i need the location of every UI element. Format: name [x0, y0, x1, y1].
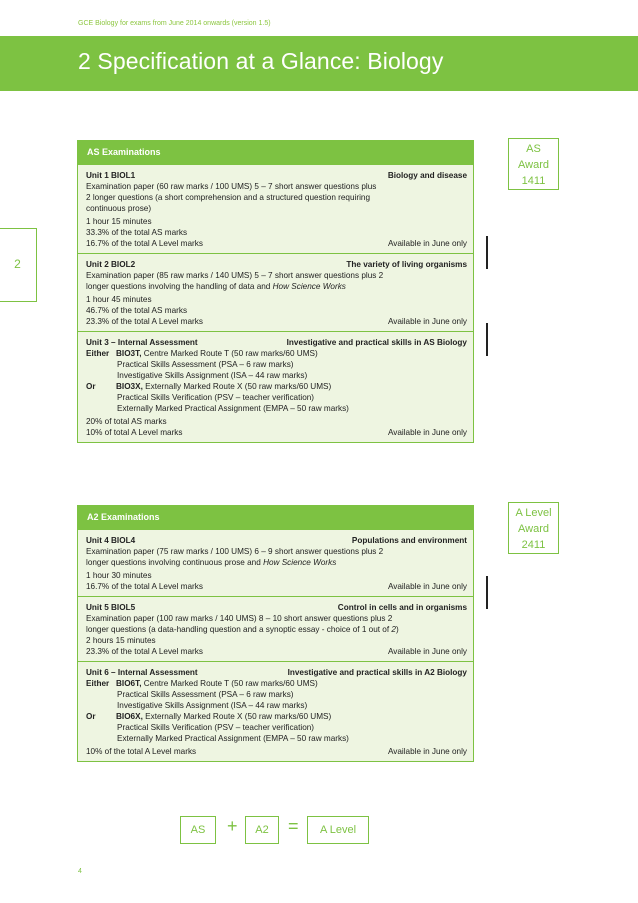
as-percentage: 33.3% of the total AS marks [86, 228, 188, 237]
route-either [86, 348, 467, 359]
unit-description [86, 624, 467, 635]
award-line: AS [526, 143, 541, 155]
section-heading: A2 Examinations [78, 506, 473, 529]
unit-duration: 1 hour 45 minutes [86, 295, 152, 304]
route-either [86, 678, 467, 689]
unit-code: Unit 6 – Internal Assessment [86, 668, 198, 677]
unit-description [86, 557, 467, 568]
award-line: A Level [515, 507, 552, 519]
either-label: Either [86, 349, 110, 358]
equals-sign: = [288, 816, 299, 836]
unit-header [86, 170, 467, 181]
description-text: longer questions involving the handling of data and [86, 282, 273, 291]
title-banner [0, 36, 638, 91]
alevel-percentage: 23.3% of the total A Level marks [86, 647, 203, 656]
as-box: AS [180, 816, 216, 844]
description-text: ) [395, 625, 399, 634]
alevel-box: A Level [307, 816, 369, 844]
unit-duration: 1 hour 15 minutes [86, 217, 152, 226]
unit-footer [86, 238, 467, 249]
unit-footer [86, 427, 467, 438]
unit-code: Unit 2 BIOL2 [86, 260, 136, 269]
description-emphasis: How Science Works [272, 282, 346, 291]
unit-code: Unit 4 BIOL4 [86, 536, 136, 545]
page-title: 2 Specification at a Glance: Biology [78, 48, 444, 74]
availability: Available in June only [387, 647, 467, 656]
route-detail: Externally Marked Practical Assignment (EMPA – 50 raw marks) [117, 404, 349, 413]
unit-description: Examination paper (75 raw marks / 100 UMS) 6 – 9 short answer questions plus 2 [86, 547, 384, 556]
unit-2-block [78, 253, 473, 331]
as-percentage: 46.7% of the total AS marks [86, 306, 188, 315]
unit-footer [86, 316, 467, 327]
unit-title: Biology and disease [387, 171, 467, 180]
route-detail: Practical Skills Assessment (PSA – 6 raw marks) [117, 690, 294, 699]
bracket-bar [486, 236, 488, 269]
as-award-box [508, 138, 559, 190]
chapter-number: 2 [14, 257, 21, 271]
chapter-side-tab [0, 228, 37, 302]
unit-description: Examination paper (85 raw marks / 140 UMS) 5 – 7 short answer questions plus 2 [86, 271, 384, 280]
unit-title: Control in cells and in organisms [337, 603, 467, 612]
unit-header [86, 259, 467, 270]
bracket-bar [486, 576, 488, 609]
route-code: BIO6T, [116, 679, 142, 688]
alevel-percentage: 10% of total A Level marks [86, 428, 183, 437]
running-title: GCE Biology for exams from June 2014 onwards (version 1.5) [78, 20, 271, 27]
as-examinations-panel [77, 140, 474, 443]
unit-code: Unit 1 BIOL1 [86, 171, 136, 180]
route-text: Centre Marked Route T (50 raw marks/60 UMS) [141, 349, 318, 358]
unit-description: continuous prose) [86, 204, 152, 213]
route-or [86, 381, 467, 392]
award-line: Award [518, 159, 549, 171]
page-number: 4 [78, 868, 82, 875]
unit-4-block [78, 529, 473, 596]
unit-5-block [78, 596, 473, 661]
route-code: BIO3X, [116, 382, 143, 391]
bracket-bar [486, 323, 488, 356]
route-text: Externally Marked Route X (50 raw marks/60 UMS) [142, 712, 332, 721]
description-emphasis: How Science Works [263, 558, 337, 567]
alevel-percentage: 10% of the total A Level marks [86, 747, 197, 756]
unit-description: Examination paper (100 raw marks / 140 UMS) 8 – 10 short answer questions plus 2 [86, 614, 393, 623]
unit-duration: 1 hour 30 minutes [86, 571, 152, 580]
unit-header [86, 667, 467, 678]
route-detail: Practical Skills Verification (PSV – teacher verification) [117, 723, 315, 732]
or-label: Or [86, 712, 96, 721]
award-code: 2411 [521, 539, 546, 551]
or-label: Or [86, 382, 96, 391]
route-text: Centre Marked Route T (50 raw marks/60 UMS) [141, 679, 318, 688]
unit-header [86, 337, 467, 348]
unit-description [86, 281, 467, 292]
unit-duration: 2 hours 15 minutes [86, 636, 156, 645]
alevel-award-box [508, 502, 559, 554]
availability: Available in June only [387, 747, 467, 756]
description-emphasis: 2 [391, 625, 396, 634]
unit-footer [86, 581, 467, 592]
unit-footer [86, 746, 467, 757]
availability: Available in June only [387, 582, 467, 591]
unit-title: Populations and environment [351, 536, 467, 545]
a2-examinations-panel [77, 505, 474, 762]
availability: Available in June only [387, 428, 467, 437]
alevel-percentage: 16.7% of the total A Level marks [86, 239, 203, 248]
description-text: longer questions involving continuous prose and [86, 558, 264, 567]
unit-3-block [78, 331, 473, 442]
availability: Available in June only [387, 317, 467, 326]
either-label: Either [86, 679, 110, 688]
unit-title: Investigative and practical skills in A2 Biology [287, 668, 467, 677]
route-detail: Investigative Skills Assignment (ISA – 44 raw marks) [117, 701, 308, 710]
route-detail: Practical Skills Verification (PSV – teacher verification) [117, 393, 315, 402]
as-percentage: 20% of total AS marks [86, 417, 167, 426]
route-detail: Investigative Skills Assignment (ISA – 44 raw marks) [117, 371, 308, 380]
availability: Available in June only [387, 239, 467, 248]
route-detail: Externally Marked Practical Assignment (EMPA – 50 raw marks) [117, 734, 349, 743]
route-code: BIO6X, [116, 712, 143, 721]
unit-title: Investigative and practical skills in AS Biology [286, 338, 467, 347]
section-heading: AS Examinations [78, 141, 473, 164]
a2-box: A2 [245, 816, 279, 844]
route-text: Externally Marked Route X (50 raw marks/60 UMS) [142, 382, 332, 391]
unit-1-block [78, 164, 473, 253]
unit-description: 2 longer questions (a short comprehension and a structured question requiring [86, 193, 371, 202]
unit-footer [86, 646, 467, 657]
plus-sign: + [227, 816, 238, 836]
award-code: 1411 [521, 175, 546, 187]
unit-header [86, 535, 467, 546]
route-or [86, 711, 467, 722]
unit-header [86, 602, 467, 613]
unit-code: Unit 3 – Internal Assessment [86, 338, 198, 347]
description-text: longer questions (a data-handling question and a synoptic essay - choice of 1 out of [86, 625, 392, 634]
unit-description: Examination paper (60 raw marks / 100 UMS) 5 – 7 short answer questions plus [86, 182, 377, 191]
unit-6-block [78, 661, 473, 761]
route-code: BIO3T, [116, 349, 142, 358]
unit-code: Unit 5 BIOL5 [86, 603, 136, 612]
route-detail: Practical Skills Assessment (PSA – 6 raw marks) [117, 360, 294, 369]
award-line: Award [518, 523, 549, 535]
alevel-percentage: 23.3% of the total A Level marks [86, 317, 203, 326]
unit-title: The variety of living organisms [346, 260, 467, 269]
alevel-percentage: 16.7% of the total A Level marks [86, 582, 203, 591]
